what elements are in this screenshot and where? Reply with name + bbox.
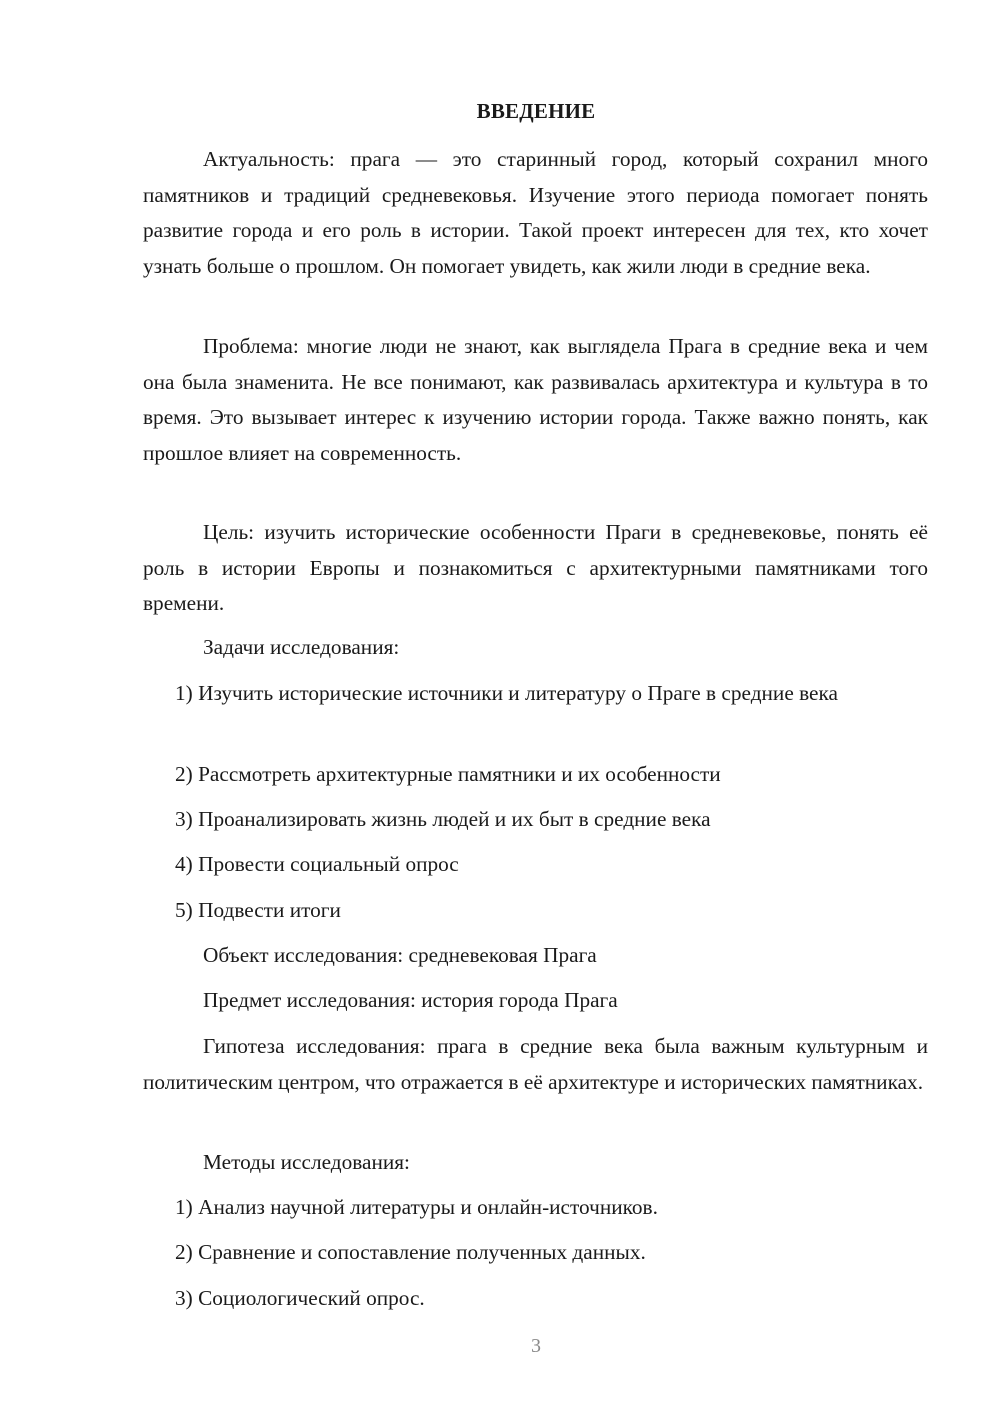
task-item: 1) Изучить исторические источники и литературу о Праге в средние века bbox=[175, 681, 838, 705]
relevance-paragraph: Актуальность: прага — это старинный город, который сохранил много памятников и традиций средневековья. Изучение этого периода помогает понять развитие города и его роль в истории. Такой проект интересен для тех, кто хочет узнать больше о прошлом. Он помогает увидеть, как жили люди в средние века. bbox=[143, 147, 928, 278]
task-item: 5) Подвести итоги bbox=[175, 898, 341, 922]
page-number: 3 bbox=[531, 1335, 541, 1357]
research-subject: Предмет исследования: история города Прага bbox=[203, 988, 618, 1012]
methods-label: Методы исследования: bbox=[203, 1150, 410, 1174]
goal-paragraph: Цель: изучить исторические особенности Праги в средневековье, понять её роль в истории Европы и познакомиться с архитектурными памятниками того времени. bbox=[143, 520, 928, 615]
method-item: 3) Социологический опрос. bbox=[175, 1286, 425, 1310]
research-object: Объект исследования: средневековая Прага bbox=[203, 943, 597, 967]
tasks-label: Задачи исследования: bbox=[203, 635, 400, 659]
task-item: 2) Рассмотреть архитектурные памятники и их особенности bbox=[175, 762, 721, 786]
hypothesis-paragraph: Гипотеза исследования: прага в средние века была важным культурным и политическим центром, что отражается в её архитектуре и исторических памятниках. bbox=[143, 1034, 928, 1094]
task-item: 4) Провести социальный опрос bbox=[175, 852, 459, 876]
task-item: 3) Проанализировать жизнь людей и их быт в средние века bbox=[175, 807, 711, 831]
problem-paragraph: Проблема: многие люди не знают, как выглядела Прага в средние века и чем она была знаменита. Не все понимают, как развивалась архитектура и культура в то время. Это вызывает интерес к изучению истории города. Также важно понять, как прошлое влияет на современность. bbox=[143, 334, 928, 465]
method-item: 1) Анализ научной литературы и онлайн-источников. bbox=[175, 1195, 658, 1219]
method-item: 2) Сравнение и сопоставление полученных данных. bbox=[175, 1240, 646, 1264]
section-heading: ВВЕДЕНИЕ bbox=[476, 99, 596, 123]
